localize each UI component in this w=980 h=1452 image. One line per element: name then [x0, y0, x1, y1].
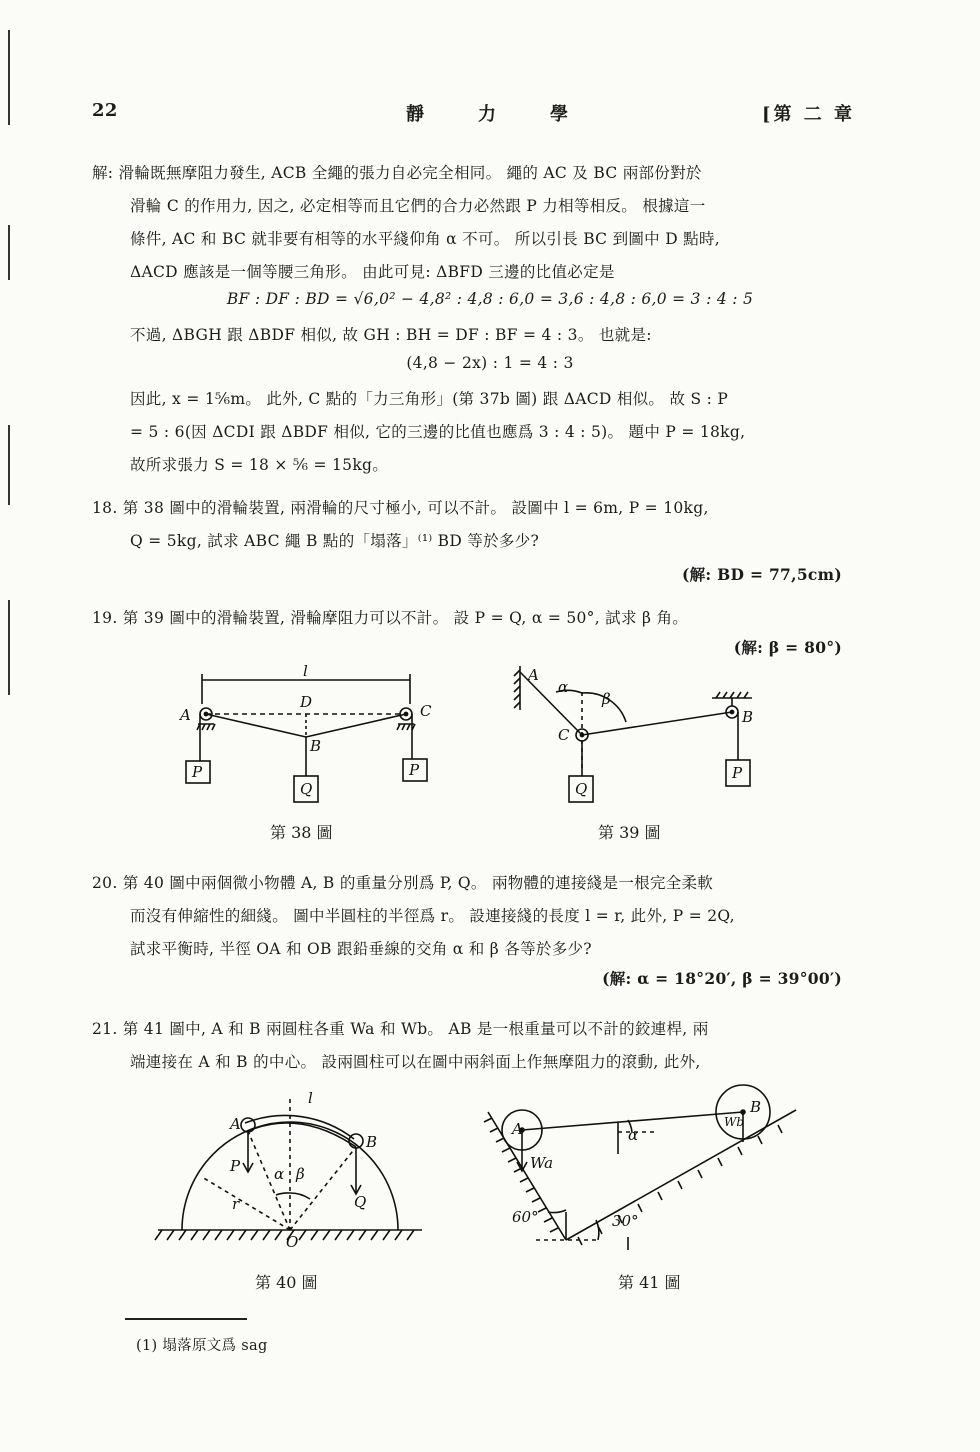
footnote: (1) 塌落原文爲 sag [136, 1338, 268, 1354]
solution-line: = 5 : 6(因 ΔCDI 跟 ΔBDF 相似, 它的三邊的比值也應爲 3 : 4 : 5)。 題中 P = 18kg, [130, 423, 746, 441]
fig41-label-B: B [750, 1098, 762, 1116]
fig41-label-Wb: Wb [724, 1115, 745, 1129]
scan-edge-mark [8, 225, 10, 280]
problem-18-answer: (解: BD = 77,5cm) [682, 565, 842, 584]
fig38-label-D: D [300, 693, 313, 711]
problem-19-answer: (解: β = 80°) [733, 638, 842, 657]
fig39-label-alpha: α [558, 678, 569, 696]
solution-line: 條件, AC 和 BC 就非要有相等的水平綫仰角 α 不可。 所以引長 BC 到圖中 D 點時, [130, 230, 720, 248]
fig38-label-Q: Q [300, 780, 313, 798]
figure-40-caption: 第 40 圖 [255, 1273, 318, 1292]
footnote-rule [125, 1318, 247, 1320]
solution-line: 解: 滑輪既無摩阻力發生, ACB 全繩的張力自必完全相同。 繩的 AC 及 BC 兩部份對於 [92, 164, 702, 182]
figure-41 [478, 1082, 808, 1257]
fig39-label-B: B [742, 708, 754, 726]
fig38-label-B: B [310, 737, 322, 755]
solution-equation: (4,8 − 2x) : 1 = 4 : 3 [406, 354, 574, 372]
fig40-label-l: l [308, 1089, 313, 1107]
problem-18-cont: Q = 5kg, 試求 ABC 繩 B 點的「塌落」⁽¹⁾ BD 等於多少? [130, 532, 540, 550]
problem-20: 20. 第 40 圖中兩個微小物體 A, B 的重量分別爲 P, Q。 兩物體的連接綫是一根完全柔軟 [92, 874, 714, 892]
fig41-label-Wa: Wa [530, 1154, 554, 1172]
fig38-label-P-left: P [192, 763, 203, 781]
solution-line: 不過, ΔBGH 跟 ΔBDF 相似, 故 GH : BH = DF : BF = 4 : 3。 也就是: [130, 326, 652, 344]
problem-20-cont: 試求平衡時, 半徑 OA 和 OB 跟鉛垂線的交角 α 和 β 各等於多少? [130, 940, 592, 958]
fig39-label-A: A [528, 666, 539, 684]
chapter-label: [第 二 章 [762, 104, 856, 125]
fig40-label-Q: Q [354, 1193, 367, 1211]
solution-line: 故所求張力 S = 18 × ⅚ = 15kg。 [130, 456, 389, 474]
problem-18: 18. 第 38 圖中的滑輪裝置, 兩滑輪的尺寸極小, 可以不計。 設圖中 l = 6m, P = 10kg, [92, 499, 709, 517]
fig41-label-60deg: 60° [512, 1208, 539, 1226]
fig39-label-beta: β [602, 690, 611, 708]
fig40-label-beta: β [296, 1165, 305, 1183]
figure-39-caption: 第 39 圖 [598, 823, 661, 842]
fig41-label-alpha: α [628, 1126, 639, 1144]
fig40-label-A: A [230, 1115, 241, 1133]
fig40-label-r: r [232, 1195, 240, 1213]
fig38-label-P-right: P [409, 761, 420, 779]
scan-edge-mark [8, 425, 10, 505]
fig40-label-B: B [366, 1133, 378, 1151]
problem-19: 19. 第 39 圖中的滑輪裝置, 滑輪摩阻力可以不計。 設 P = Q, α = 50°, 試求 β 角。 [92, 609, 689, 627]
solution-equation: BF : DF : BD = √6,0² − 4,8² : 4,8 : 6,0 = 3,6 : 4,8 : 6,0 = 3 : 4 : 5 [226, 290, 754, 308]
fig40-label-O: O [286, 1233, 299, 1251]
figure-38 [170, 664, 450, 809]
fig40-label-alpha: α [274, 1165, 285, 1183]
solution-line: 滑輪 C 的作用力, 因之, 必定相等而且它們的合力必然跟 P 力相等相反。 根據這一 [130, 197, 706, 215]
page-number: 22 [92, 100, 118, 121]
fig38-label-C: C [420, 702, 432, 720]
fig40-label-P: P [230, 1157, 241, 1175]
fig41-label-A: A [512, 1120, 523, 1138]
problem-21-cont: 端連接在 A 和 B 的中心。 設兩圓柱可以在圖中兩斜面上作無摩阻力的滾動, 此外, [130, 1053, 701, 1071]
fig39-label-P: P [732, 764, 743, 782]
running-title: 靜 力 學 [406, 104, 574, 125]
figure-40 [150, 1085, 430, 1250]
fig38-label-l: l [303, 662, 308, 680]
figure-41-caption: 第 41 圖 [618, 1273, 681, 1292]
figure-39 [510, 662, 770, 807]
fig39-label-Q: Q [575, 780, 588, 798]
scan-edge-mark [8, 600, 10, 695]
problem-20-answer: (解: α = 18°20′, β = 39°00′) [602, 969, 842, 988]
problem-21: 21. 第 41 圖中, A 和 B 兩圓柱各重 Wa 和 Wb。 AB 是一根重量可以不計的鉸連桿, 兩 [92, 1020, 709, 1038]
solution-line: ΔACD 應該是一個等腰三角形。 由此可見: ΔBFD 三邊的比值必定是 [130, 263, 615, 281]
fig38-label-A: A [180, 706, 191, 724]
figure-38-caption: 第 38 圖 [270, 823, 333, 842]
problem-20-cont: 而沒有伸縮性的細綫。 圖中半圓柱的半徑爲 r。 設連接綫的長度 l = r, 此外, P = 2Q, [130, 907, 735, 925]
solution-line: 因此, x = 1⅚m。 此外, C 點的「力三角形」(第 37b 圖) 跟 ΔACD 相似。 故 S : P [130, 390, 729, 408]
fig41-label-30deg: 30° [612, 1212, 639, 1230]
fig39-label-C: C [558, 726, 570, 744]
